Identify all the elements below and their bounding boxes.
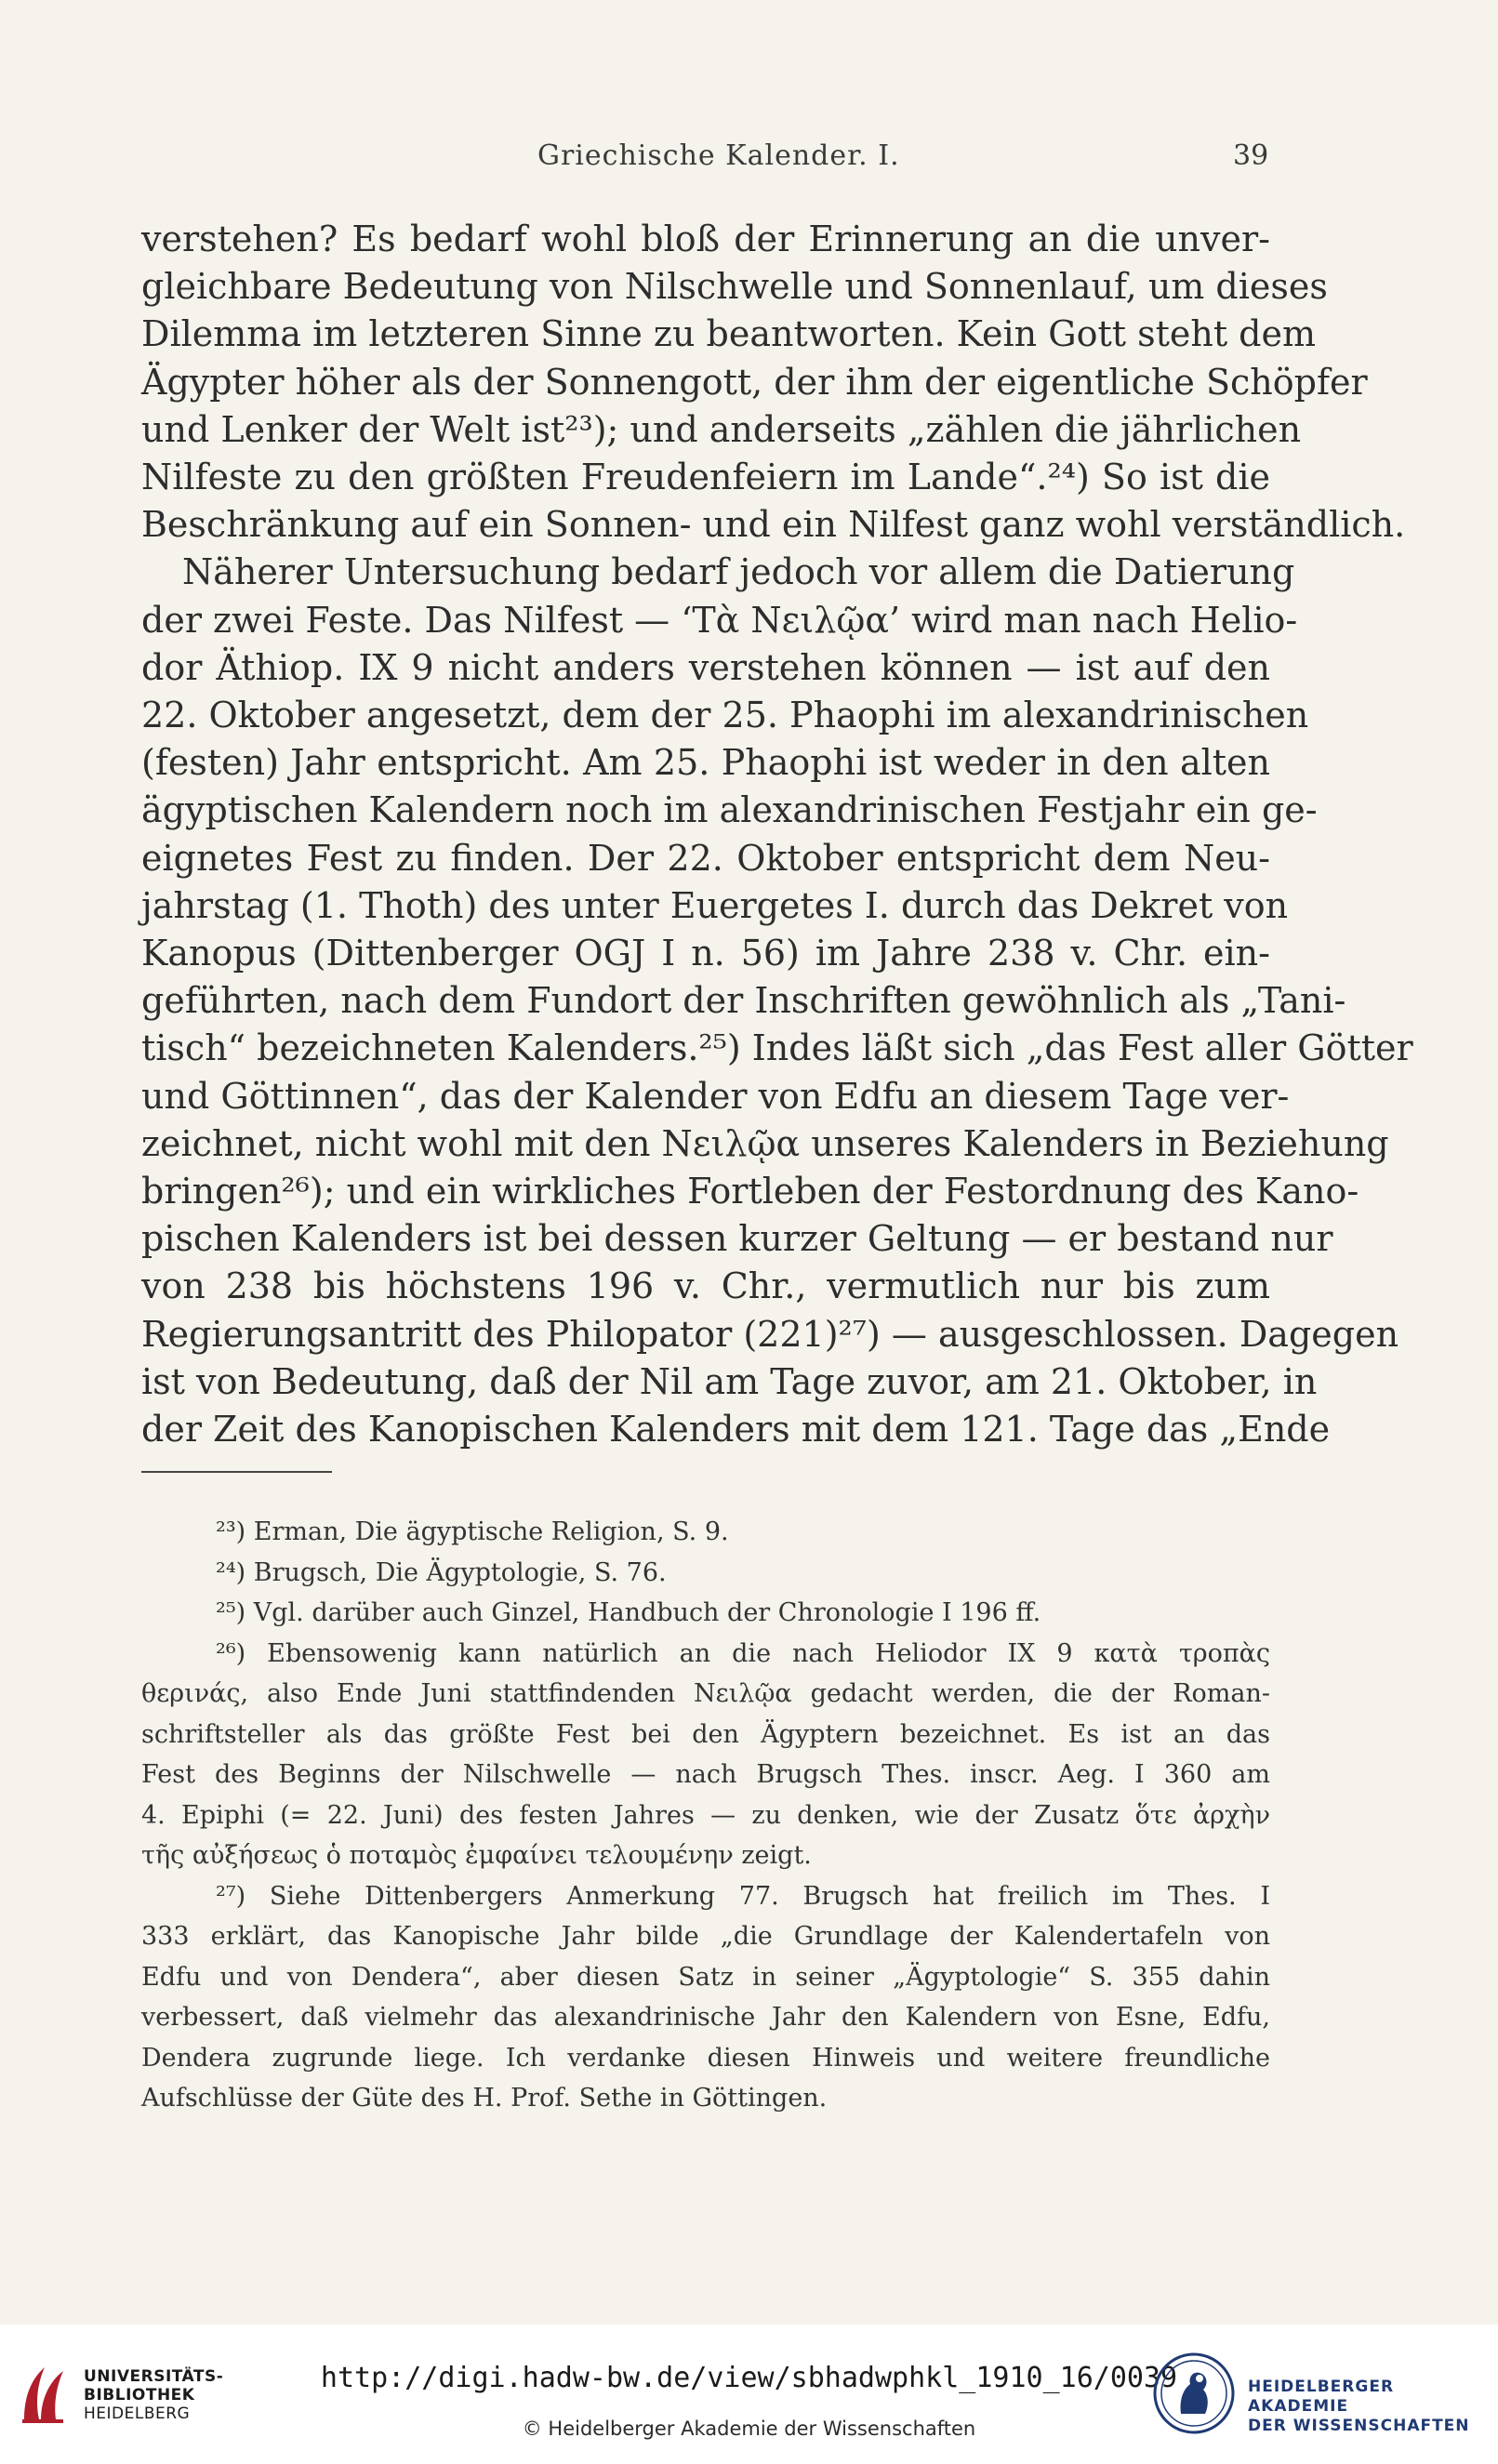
- body-line: Ägypter höher als der Sonnengott, der ihm der eigentliche Schöpfer: [141, 361, 1368, 403]
- body-line: Nilfeste zu den größten Freudenfeiern im Lande“.²⁴) So ist die: [141, 457, 1270, 498]
- page-number: 39: [1233, 139, 1269, 172]
- academy-line: DER WISSENSCHAFTEN: [1248, 2417, 1470, 2435]
- body-text: [141, 216, 1413, 1453]
- academy-name: [1248, 2378, 1498, 2436]
- footnote-line: ²³) Erman, Die ägyptische Religion, S. 9.: [216, 1517, 729, 1546]
- footnote-line: τῆς αὐξήσεως ὁ ποταμὸς ἐμφαίνει τελουμένην zeigt.: [141, 1841, 812, 1870]
- footnote-divider: [141, 1471, 332, 1473]
- footnote-line: verbessert, daß vielmehr das alexandrinische Jahr den Kalendern von Esne, Edfu,: [141, 2003, 1270, 2032]
- body-line: tisch“ bezeichneten Kalenders.²⁵) Indes läßt sich „das Fest aller Götter: [141, 1027, 1413, 1069]
- footnote-line: Fest des Beginns der Nilschwelle — nach Brugsch Thes. inscr. Aeg. I 360 am: [141, 1760, 1270, 1789]
- body-line: 22. Oktober angesetzt, dem der 25. Phaophi im alexandrinischen: [141, 695, 1309, 736]
- body-line: der zwei Feste. Das Nilfest — ‘Τὰ Νειλῷα’ wird man nach Helio-: [141, 599, 1298, 641]
- footnotes: [141, 1512, 1270, 2119]
- body-line: und Göttinnen“, das der Kalender von Edfu an diesem Tage ver-: [141, 1075, 1290, 1117]
- body-line: gleichbare Bedeutung von Nilschwelle und Sonnenlauf, um dieses: [141, 266, 1328, 308]
- body-line: eignetes Fest zu finden. Der 22. Oktober entspricht dem Neu-: [141, 837, 1270, 879]
- library-line: HEIDELBERG: [84, 2404, 191, 2423]
- footnote-line: ²⁶) Ebensowenig kann natürlich an die nach Heliodor IX 9 κατὰ τροπὰς: [216, 1638, 1270, 1668]
- permalink-url[interactable]: http://digi.hadw-bw.de/view/sbhadwphkl_1910_16/0039: [320, 2362, 1178, 2394]
- body-line: bringen²⁶); und ein wirkliches Fortleben der Festordnung des Kano-: [141, 1171, 1359, 1212]
- body-line: (festen) Jahr entspricht. Am 25. Phaophi ist weder in den alten: [141, 742, 1270, 784]
- library-line: UNIVERSITÄTS-: [84, 2367, 224, 2386]
- footnote-line: θερινάς, also Ende Juni stattfindenden Νειλῷα gedacht werden, die der Roman-: [141, 1679, 1270, 1708]
- body-line: Kanopus (Dittenberger OGJ I n. 56) im Jahre 238 v. Chr. ein-: [141, 933, 1270, 974]
- body-line: dor Äthiop. IX 9 nicht anders verstehen können — ist auf den: [141, 646, 1270, 688]
- body-line: Näherer Untersuchung bedarf jedoch vor allem die Datierung: [182, 551, 1295, 593]
- footnote-line: 333 erklärt, das Kanopische Jahr bilde „die Grundlage der Kalendertafeln von: [141, 1922, 1270, 1951]
- body-line: und Lenker der Welt ist²³); und anderseits „zählen die jährlichen: [141, 408, 1302, 450]
- footnote-line: Edfu und von Dendera“, aber diesen Satz in seiner „Ägyptologie“ S. 355 dahin: [141, 1962, 1270, 1992]
- body-line: von 238 bis höchstens 196 v. Chr., vermutlich nur bis zum: [141, 1265, 1270, 1307]
- library-line: BIBLIOTHEK: [84, 2386, 195, 2404]
- body-line: der Zeit des Kanopischen Kalenders mit dem 121. Tage das „Ende: [141, 1409, 1331, 1451]
- footnote-line: Dendera zugrunde liege. Ich verdanke diesen Hinweis und weitere freundliche: [141, 2043, 1270, 2073]
- academy-line: HEIDELBERGER AKADEMIE: [1248, 2378, 1395, 2416]
- copyright-notice: © Heidelberger Akademie der Wissenschaften: [522, 2418, 976, 2440]
- body-line: Regierungsantritt des Philopator (221)²⁷) — ausgeschlossen. Dagegen: [141, 1313, 1399, 1355]
- body-line: pischen Kalenders ist bei dessen kurzer Geltung — er bestand nur: [141, 1218, 1333, 1260]
- footnote-line: ²⁴) Brugsch, Die Ägyptologie, S. 76.: [216, 1557, 667, 1587]
- footnote-line: Aufschlüsse der Güte des H. Prof. Sethe in Göttingen.: [141, 2084, 828, 2113]
- viewer-footer: [0, 2325, 1498, 2464]
- body-line: ägyptischen Kalendern noch im alexandrinischen Festjahr ein ge-: [141, 789, 1318, 831]
- footnote-line: schriftsteller als das größte Fest bei den Ägyptern bezeichnet. Es ist an das: [141, 1719, 1270, 1749]
- academy-seal-icon: [1153, 2352, 1235, 2434]
- body-line: Beschränkung auf ein Sonnen- und ein Nilfest ganz wohl verständlich.: [141, 504, 1406, 546]
- footnote-line: ²⁵) Vgl. darüber auch Ginzel, Handbuch der Chronologie I 196 ff.: [216, 1598, 1041, 1627]
- body-line: Dilemma im letzteren Sinne zu beantworten. Kein Gott steht dem: [141, 313, 1317, 355]
- footnote-line: 4. Epiphi (= 22. Juni) des festen Jahres — zu denken, wie der Zusatz ὅτε ἀρχὴν: [141, 1800, 1270, 1830]
- body-line: zeichnet, nicht wohl mit den Νειλῷα unseres Kalenders in Beziehung: [141, 1122, 1389, 1164]
- body-line: geführten, nach dem Fundort der Inschriften gewöhnlich als „Tani-: [141, 980, 1346, 1022]
- body-line: ist von Bedeutung, daß der Nil am Tage zuvor, am 21. Oktober, in: [141, 1360, 1318, 1402]
- body-line: jahrstag (1. Thoth) des unter Euergetes I. durch das Dekret von: [141, 884, 1289, 926]
- running-head: Griechische Kalender. I.: [537, 139, 900, 172]
- footnote-line: ²⁷) Siehe Dittenbergers Anmerkung 77. Brugsch hat freilich im Thes. I: [216, 1881, 1270, 1911]
- body-line: verstehen? Es bedarf wohl bloß der Erinnerung an die unver-: [141, 219, 1270, 259]
